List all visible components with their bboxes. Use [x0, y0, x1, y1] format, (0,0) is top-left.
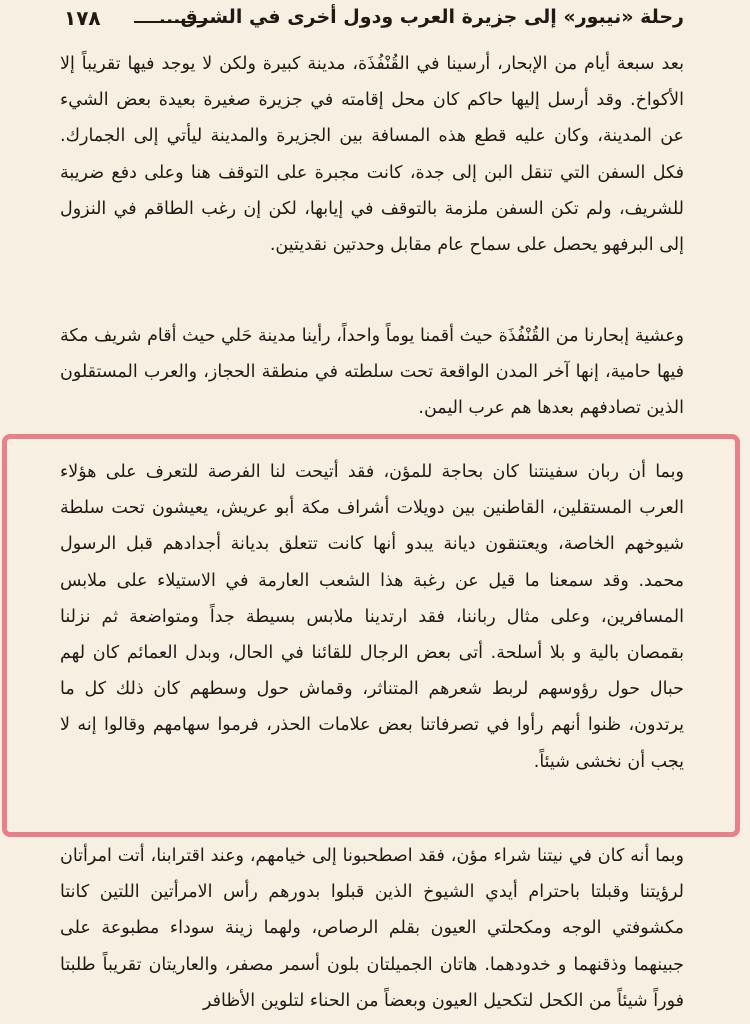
running-title: رحلة «نيبور» إلى جزيرة العرب ودول أخرى في الشرق... — [158, 6, 684, 28]
paragraph-1: بعد سبعة أيام من الإبحار، أرسينا في القُنْفُذَة، مدينة كبيرة ولكن لا يوجد فيها تقريباً إلا الأكواخ. وقد أرسل إليها حاكم كان محل إقامته في جزيرة صغيرة بعيدة بعض الشيء عن المدينة، وكان عليه قطع هذه المسافة بين الجزيرة والمدينة ليأتي إلى الجمارك. فكل السفن التي تنقل البن إلى جدة، كانت مجبرة على التوقف هنا وعلى دفع ضريبة للشريف، ولم تكن السفن ملزمة بالتوقف في إيابها، لكن إن رغب الطاقم في النزول إلى البرفهو يحصل على سماح عام مقابل وحدتين نقديتين. — [60, 54, 684, 256]
paragraph-2: وعشية إبحارنا من القُنْفُذَة حيث أقمنا يوماً واحداً، رأينا مدينة حَلي حيث أقام شريف مكة فيها حامية، إنها آخر المدن الواقعة تحت سلطته في منطقة الحجاز، والعرب المستقلون الذين تصادفهم بعدها هم عرب اليمن. — [60, 326, 684, 419]
page-number: ١٧٨ — [64, 6, 101, 30]
paragraph-4: وبما أنه كان في نيتنا شراء مؤن، فقد اصطحبونا إلى خيامهم، وعند اقترابنا، أتت امرأتان لرؤيتنا وقبلتا باحترام أيدي الشيوخ الذين قبلوا بدورهم رأس الامرأتين اللتين كانتا مكشوفتي الوجه ومكحلتي العيون بقلم الرصاص، ولهما زينة سوداء مطبوعة على جبينهما وذقنهما و خدودهما. هاتان الجميلتان بلون أسمر مصفر، والعاريتان تقريباً طلبتا فوراً شيئاً من الكحل لتكحيل العيون وبعضاً من الحناء لتلوين الأظافر — [60, 846, 684, 1011]
paragraph-3-highlighted: وبما أن ربان سفينتنا كان بحاجة للمؤن، فقد أتيحت لنا الفرصة للتعرف على هؤلاء العرب المستقلين، القاطنين بين دويلات أشراف مكة أبو عريش، يعيشون تحت سلطة شيوخهم الخاصة، ويعتنقون ديانة يبدو أنها كانت تتعلق بديانة أجدادهم قبل الرسول محمد. وقد سمعنا ما قيل عن رغبة هذا الشعب العارمة في الاستيلاء على ملابس المسافرين، وعلى مثال رباننا، فقد ارتدينا ملابس بسيطة جداً ومتواضعة ثم نزلنا بقمصان بالية و بلا أسلحة. أتى بعض الرجال للقائنا في الحال، وبدل العمائم كان لهم حبال حول رؤوسهم لربط شعرهم المتناثر، وقماش حول وسطهم كان ذلك كل ما يرتدون، ظنوا أنهم رأوا في تصرفاتنا بعض علامات الحذر، فرموا سهامهم وقالوا إنه لا يجب أن نخشى شيئاً. — [60, 462, 684, 772]
running-header — [64, 6, 684, 36]
